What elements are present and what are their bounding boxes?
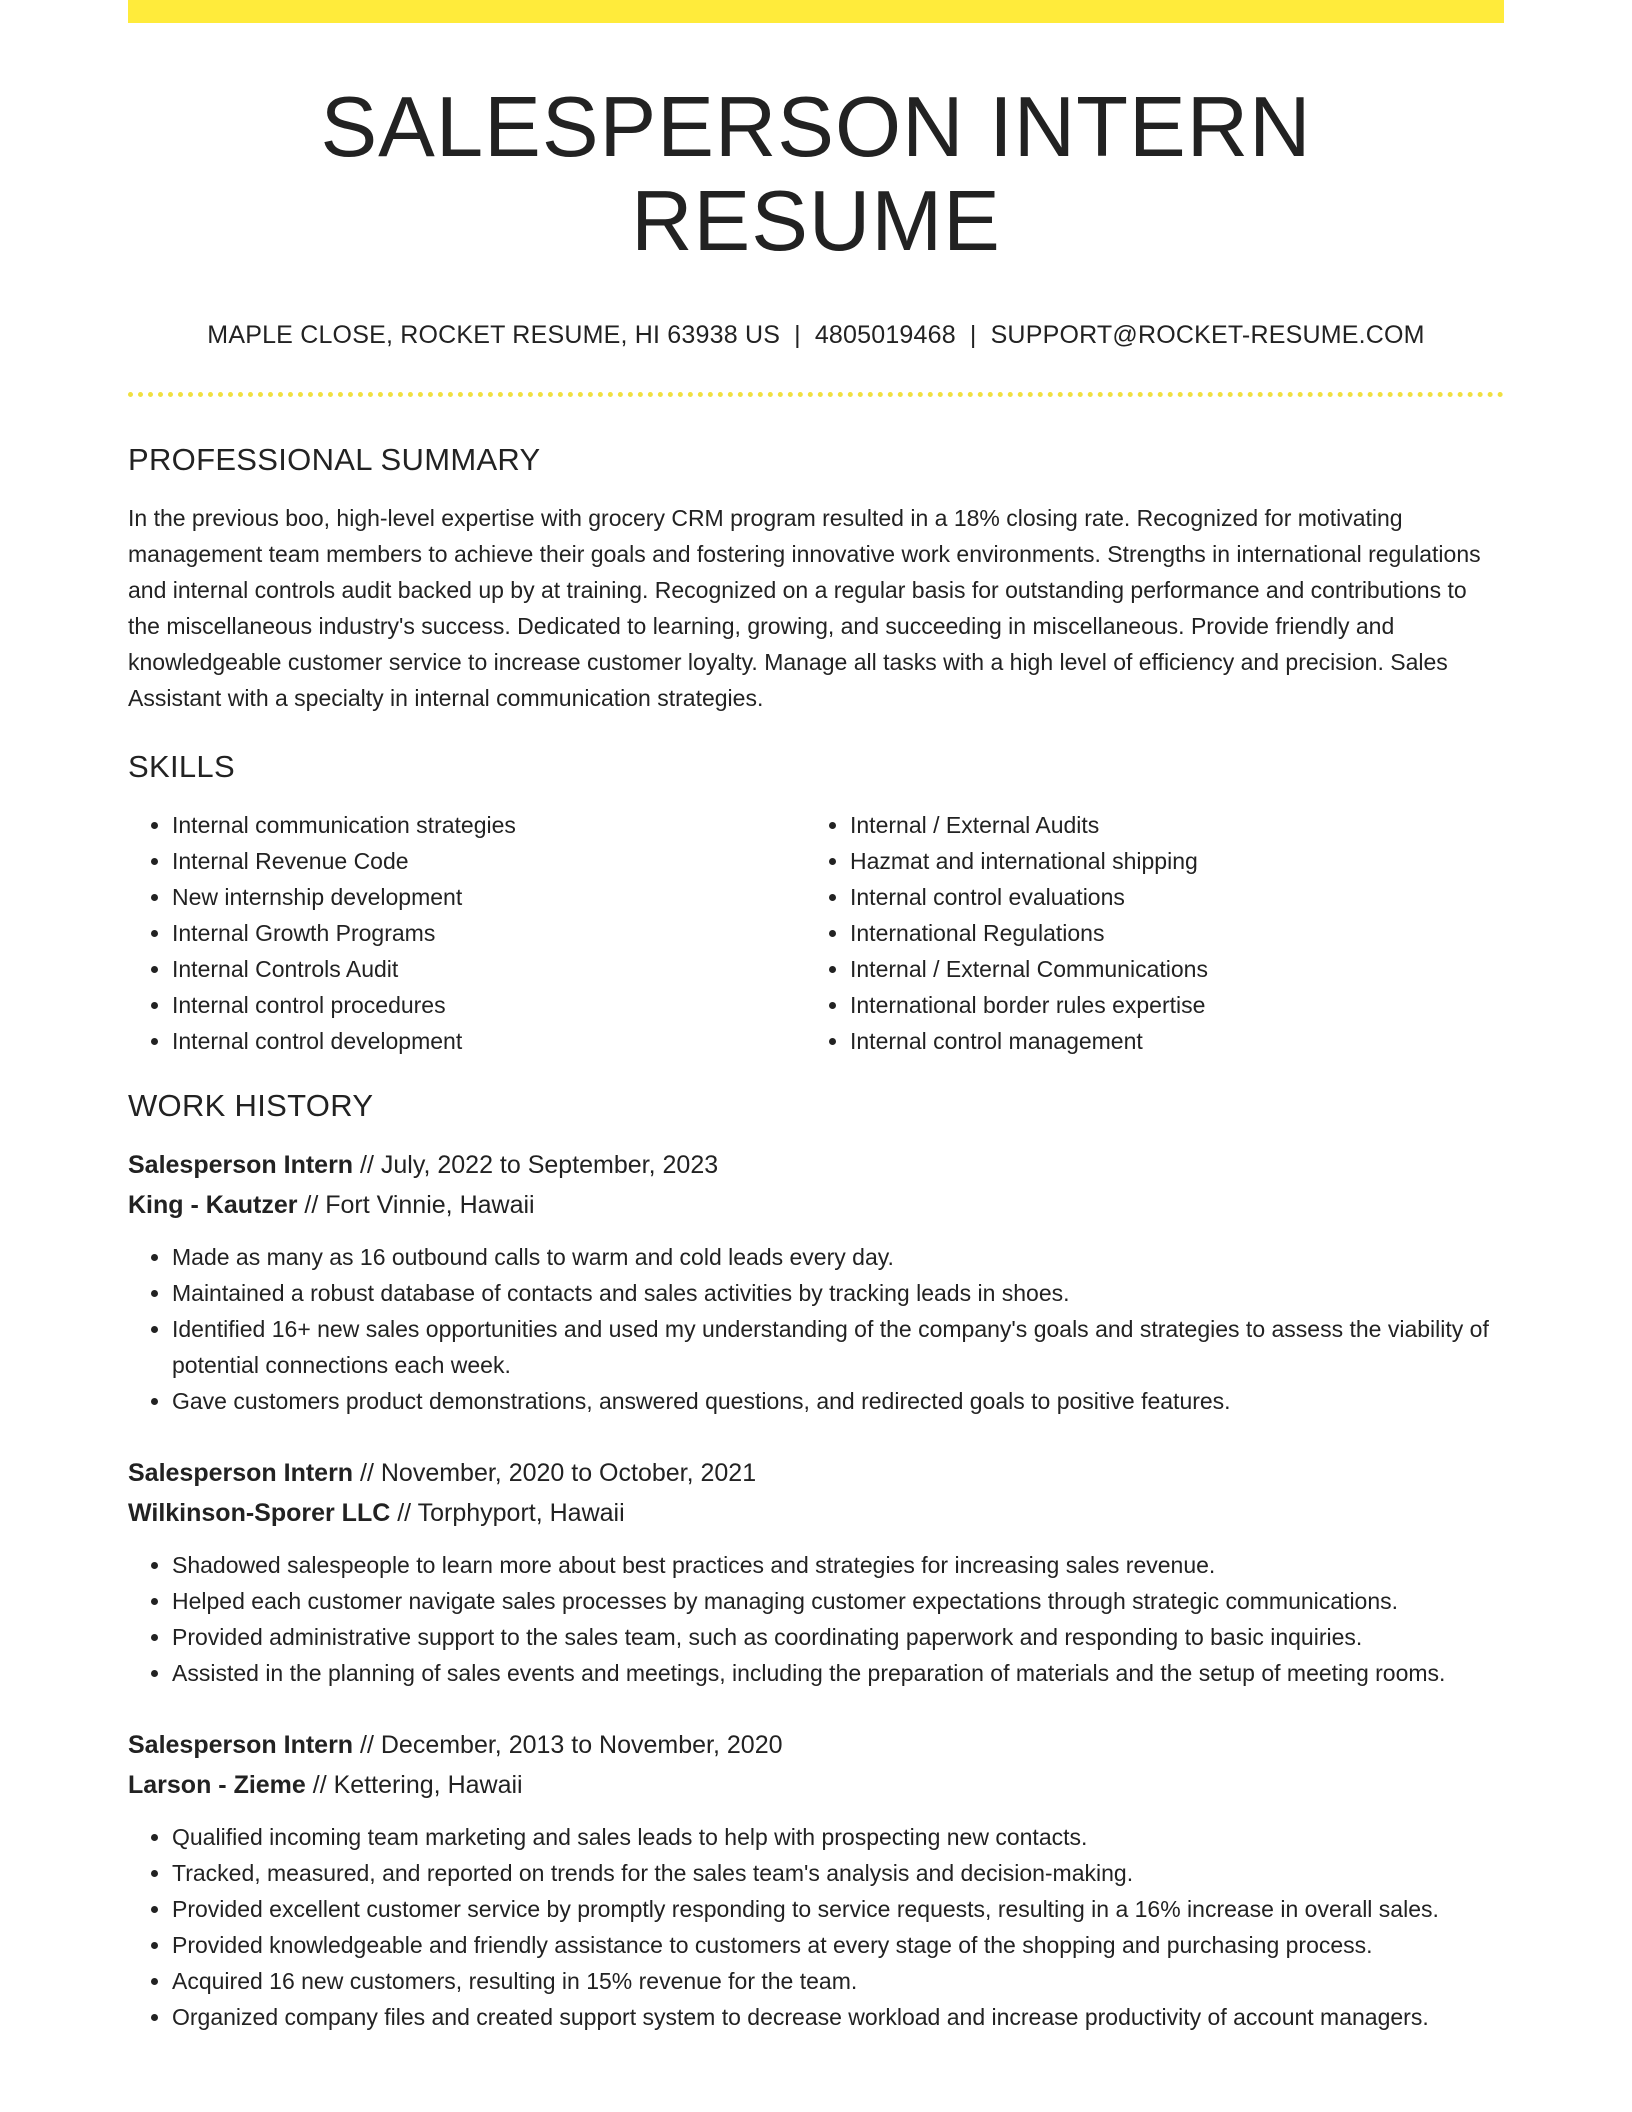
job-bullet: • Tracked, measured, and reported on trends for the sales team's analysis and decision-making. xyxy=(172,1855,1504,1891)
job-bullet: • Made as many as 16 outbound calls to warm and cold leads every day. xyxy=(172,1239,1504,1275)
resume-title: SALESPERSON INTERN RESUME xyxy=(320,80,1312,269)
contact-separator: | xyxy=(794,321,801,349)
job-bullet: • Acquired 16 new customers, resulting in 15% revenue for the team. xyxy=(172,1963,1504,1999)
job-company: Wilkinson-Sporer LLC xyxy=(128,1498,391,1527)
skill-item: • Internal / External Communications xyxy=(850,951,1484,987)
accent-bar xyxy=(128,0,1504,23)
job-bullet: • Qualified incoming team marketing and sales leads to help with prospecting new contacts. xyxy=(172,1819,1504,1855)
job-company-line xyxy=(128,1765,1504,1805)
contact-separator: | xyxy=(969,321,977,349)
job-location: // Kettering, Hawaii xyxy=(305,1770,523,1799)
summary-text: In the previous boo, high-level expertise with grocery CRM program resulted in a 18% closing rate. Recognized for motivating management team members to achieve their goals and fostering innovative work environments. Strengths in international regulations and internal controls audit backed up by at training. Recognized on a regular basis for outstanding performance and contributions to the miscellaneous industry's success. Dedicated to learning, growing, and succeeding in miscellaneous. Provide friendly and knowledgeable customer service to increase customer loyalty. Manage all tasks with a high level of efficiency and precision. Sales Assistant with a specialty in internal communication strategies. xyxy=(128,505,1481,712)
contact-phone: 4805019468 xyxy=(814,321,956,349)
job-bullet: • Shadowed salespeople to learn more about best practices and strategies for increasing sales revenue. xyxy=(172,1547,1504,1583)
skill-item: • Hazmat and international shipping xyxy=(850,843,1484,879)
job-title-line xyxy=(128,1453,1504,1493)
skills-list xyxy=(128,807,1504,1059)
job-bullet: • Provided excellent customer service by promptly responding to service requests, resulting in a 16% increase in overall sales. xyxy=(172,1891,1504,1927)
job-dates: // November, 2020 to October, 2021 xyxy=(353,1458,757,1487)
job-entry xyxy=(128,1145,1504,1419)
skill-item: • International border rules expertise xyxy=(850,987,1484,1023)
skill-item: • Internal Controls Audit xyxy=(172,951,806,987)
job-bullet: • Provided administrative support to the sales team, such as coordinating paperwork and responding to basic inquiries. xyxy=(172,1619,1504,1655)
job-dates: // December, 2013 to November, 2020 xyxy=(353,1730,783,1759)
job-bullet: • Organized company files and created support system to decrease workload and increase productivity of account managers. xyxy=(172,1999,1504,2035)
job-title: Salesperson Intern xyxy=(128,1458,354,1487)
contact-line xyxy=(128,320,1504,350)
skill-item: • Internal Revenue Code xyxy=(172,843,806,879)
skill-item: • Internal communication strategies xyxy=(172,807,806,843)
job-company: Larson - Zieme xyxy=(128,1770,306,1799)
skill-item: • International Regulations xyxy=(850,915,1484,951)
summary-heading: PROFESSIONAL SUMMARY xyxy=(128,442,541,477)
contact-address: MAPLE CLOSE, ROCKET RESUME, HI 63938 US xyxy=(207,321,781,349)
contact-email: SUPPORT@ROCKET-RESUME.COM xyxy=(990,321,1425,349)
skill-item: • Internal control development xyxy=(172,1023,806,1059)
job-bullet: • Identified 16+ new sales opportunities and used my understanding of the company's goals and strategies to assess the viability of potential connections each week. xyxy=(172,1311,1504,1383)
skill-item: • Internal control evaluations xyxy=(850,879,1484,915)
job-company-line xyxy=(128,1493,1504,1533)
skill-item: • Internal Growth Programs xyxy=(172,915,806,951)
skills-column-right xyxy=(806,807,1484,1059)
job-bullets xyxy=(128,1547,1504,1691)
job-bullet: • Helped each customer navigate sales processes by managing customer expectations through strategic communications. xyxy=(172,1583,1504,1619)
job-bullet: • Gave customers product demonstrations, answered questions, and redirected goals to positive features. xyxy=(172,1383,1504,1419)
job-bullets xyxy=(128,1239,1504,1419)
job-dates: // July, 2022 to September, 2023 xyxy=(353,1150,719,1179)
job-company: King - Kautzer xyxy=(128,1190,298,1219)
job-entry xyxy=(128,1725,1504,2035)
job-bullets xyxy=(128,1819,1504,2035)
job-title: Salesperson Intern xyxy=(128,1730,354,1759)
work-history-heading: WORK HISTORY xyxy=(128,1088,374,1124)
job-title-line xyxy=(128,1725,1504,1765)
job-bullet: • Assisted in the planning of sales events and meetings, including the preparation of materials and the setup of meeting rooms. xyxy=(172,1655,1504,1691)
skills-column-left xyxy=(128,807,806,1059)
dotted-divider xyxy=(128,392,1504,397)
job-location: // Torphyport, Hawaii xyxy=(390,1498,625,1527)
skills-heading: SKILLS xyxy=(128,749,235,785)
resume-page xyxy=(128,0,1504,2035)
job-location: // Fort Vinnie, Hawaii xyxy=(297,1190,535,1219)
job-title: Salesperson Intern xyxy=(128,1150,354,1179)
job-company-line xyxy=(128,1185,1504,1225)
job-title-line xyxy=(128,1145,1504,1185)
skill-item: • Internal control management xyxy=(850,1023,1484,1059)
work-history-list xyxy=(128,1145,1504,2035)
skill-item: • Internal control procedures xyxy=(172,987,806,1023)
skill-item: • Internal / External Audits xyxy=(850,807,1484,843)
job-bullet: • Maintained a robust database of contacts and sales activities by tracking leads in shoes. xyxy=(172,1275,1504,1311)
skill-item: • New internship development xyxy=(172,879,806,915)
job-bullet: • Provided knowledgeable and friendly assistance to customers at every stage of the shopping and purchasing process. xyxy=(172,1927,1504,1963)
job-entry xyxy=(128,1453,1504,1691)
